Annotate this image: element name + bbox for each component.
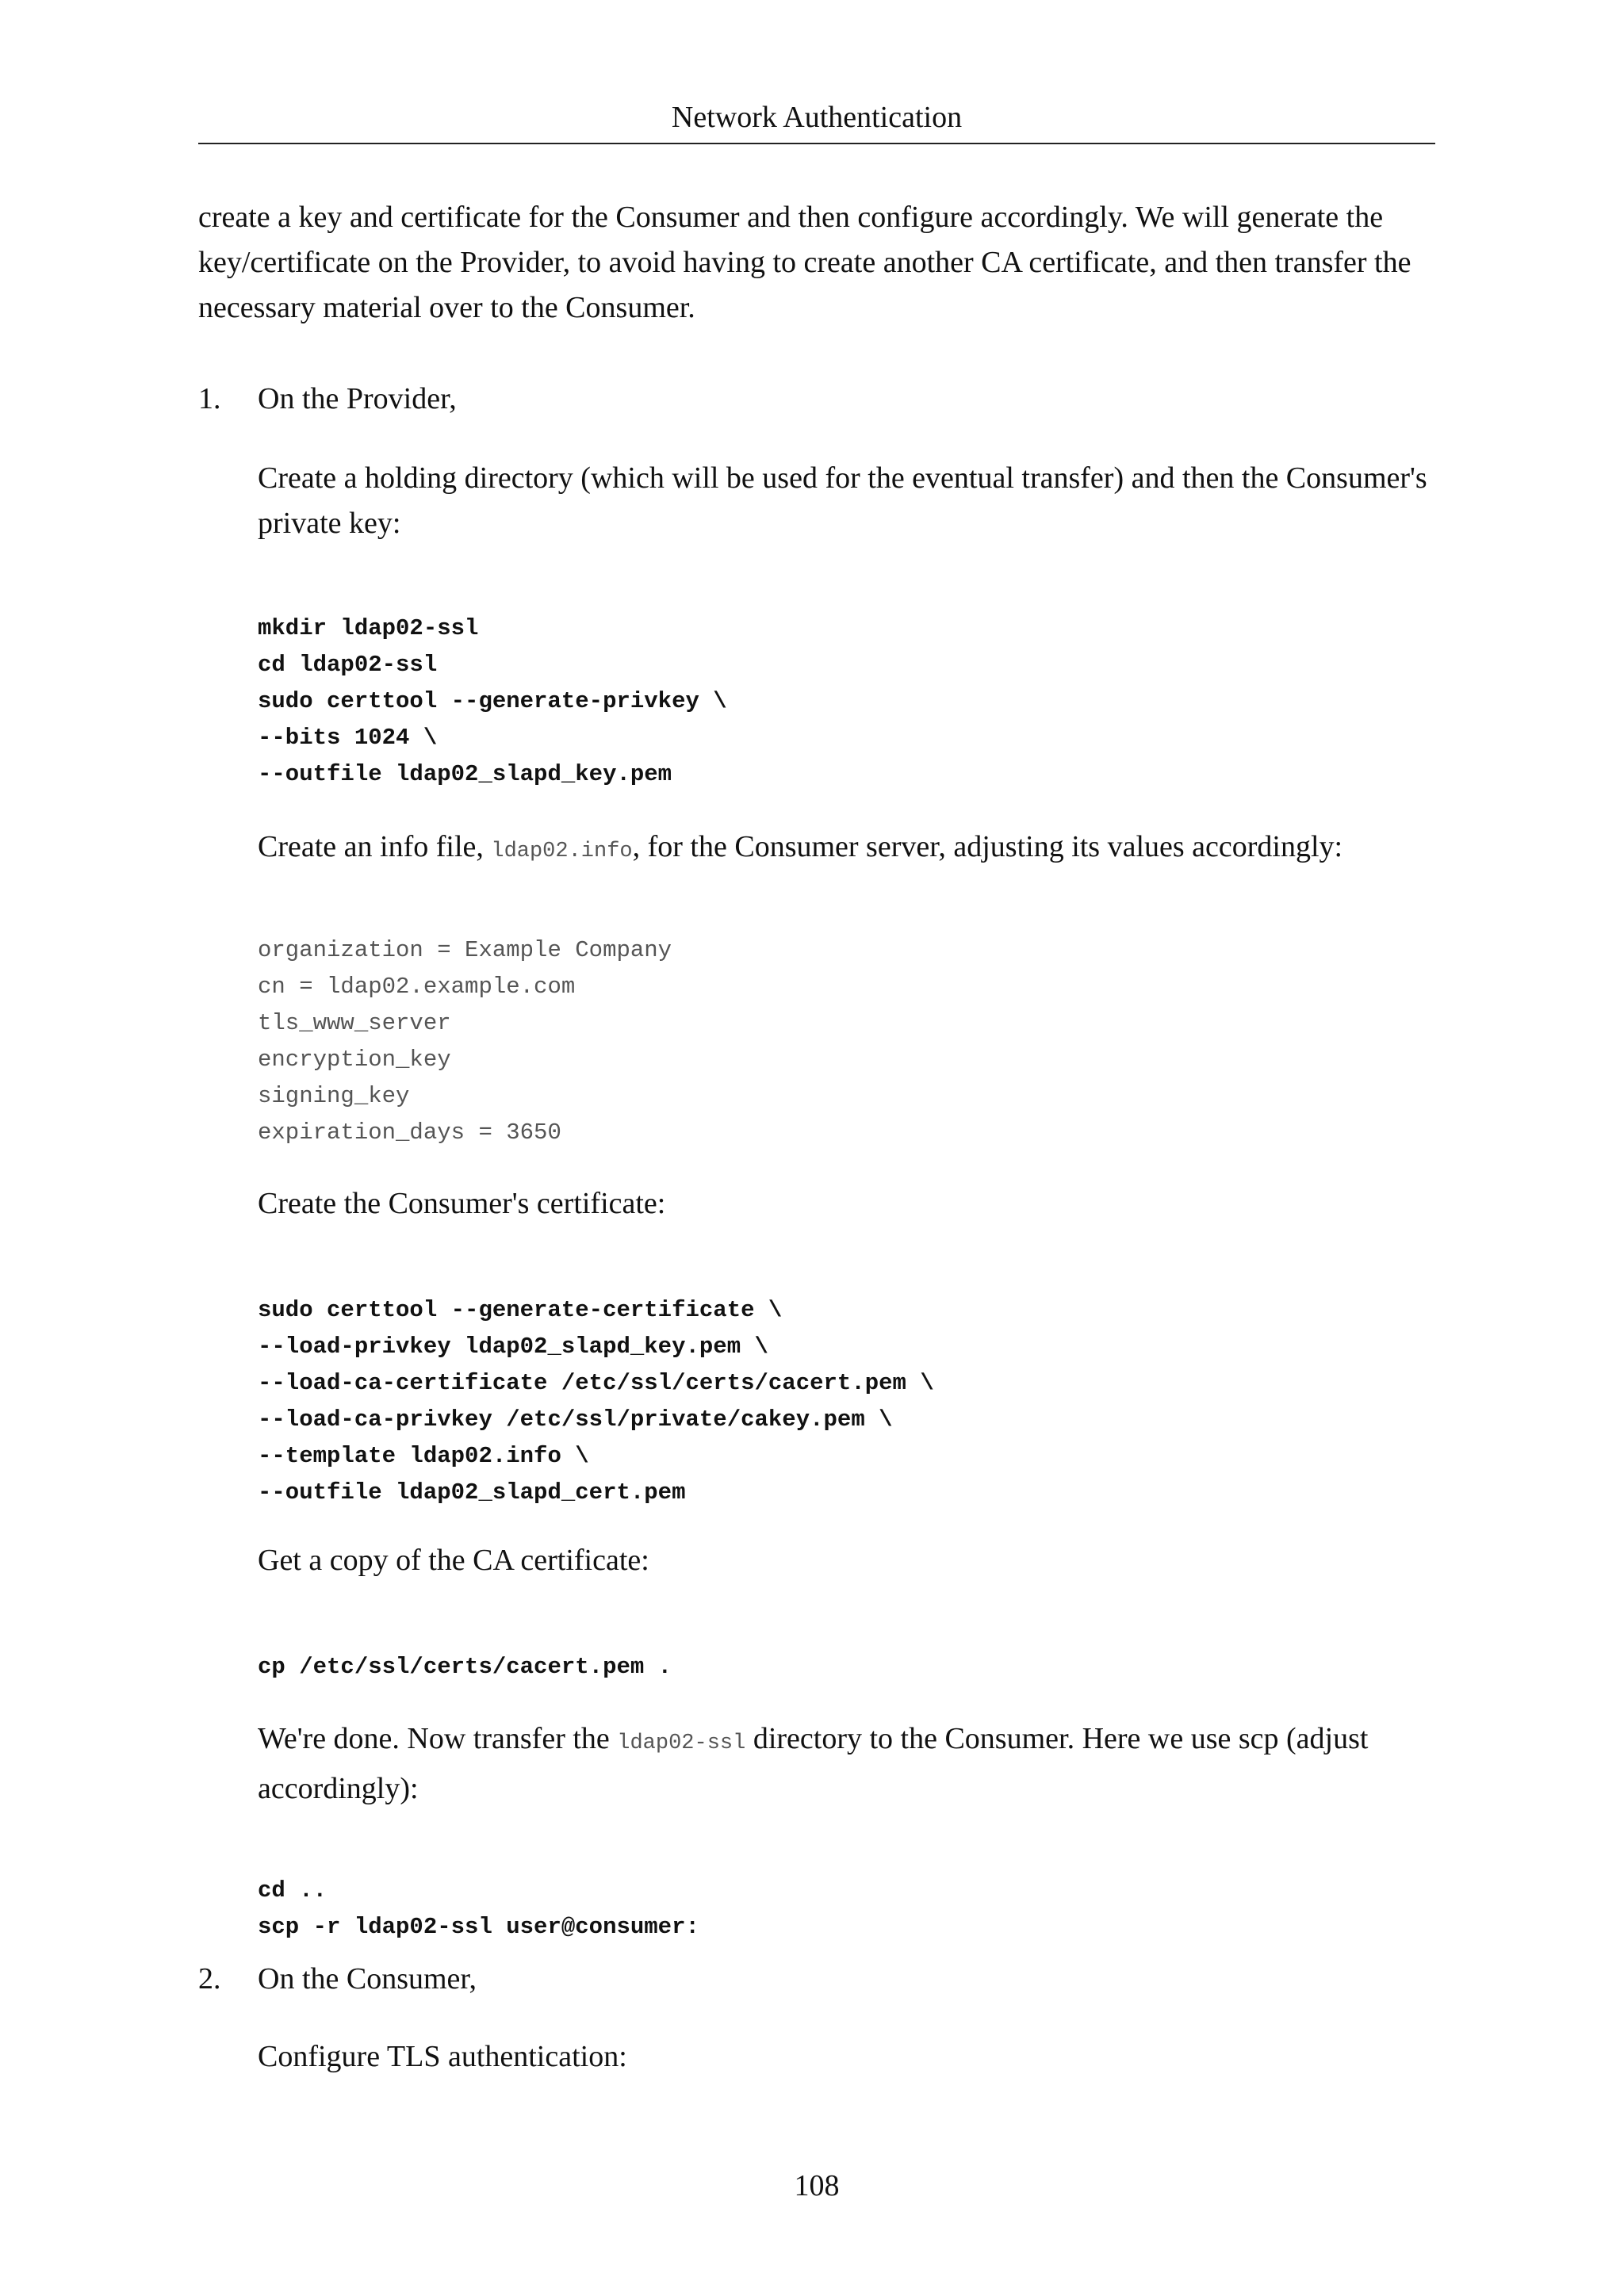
transfer-paragraph bbox=[258, 1716, 1439, 1812]
info-file-text-before: Create an info file, bbox=[258, 830, 492, 863]
step-2-number: 2. bbox=[198, 1962, 221, 1996]
info-filename-code: ldap02.info bbox=[491, 840, 633, 863]
code-line: --load-privkey ldap02_slapd_key.pem \ bbox=[258, 1334, 768, 1360]
code-line: --outfile ldap02_slapd_key.pem bbox=[258, 761, 672, 787]
info-file-code-block bbox=[258, 932, 672, 1151]
code-line: organization = Example Company bbox=[258, 937, 672, 963]
info-file-text-after: , for the Consumer server, adjusting its values accordingly: bbox=[632, 830, 1343, 863]
step-2-label: On the Consumer, bbox=[258, 1962, 477, 1996]
tls-paragraph: Configure TLS authentication: bbox=[258, 2040, 627, 2073]
code-line: mkdir ldap02-ssl bbox=[258, 615, 479, 641]
code-line: expiration_days = 3650 bbox=[258, 1119, 561, 1146]
running-header: Network Authentication bbox=[671, 101, 963, 134]
transfer-code-block bbox=[258, 1873, 699, 1946]
intro-paragraph: create a key and certificate for the Consumer and then configure accordingly. We will generate the key/certificate on the Provider, to avoid having to create another CA certificate, and then transfer the necessary material over to the Consumer. bbox=[198, 201, 1411, 324]
code-line: cd .. bbox=[258, 1877, 327, 1904]
code-line: encryption_key bbox=[258, 1047, 451, 1073]
privkey-code-block bbox=[258, 610, 727, 793]
transfer-dirname-code: ldap02-ssl bbox=[617, 1732, 746, 1755]
code-line: scp -r ldap02-ssl user@consumer: bbox=[258, 1914, 699, 1940]
step-1-label: On the Provider, bbox=[258, 382, 457, 415]
code-line: sudo certtool --generate-privkey \ bbox=[258, 688, 727, 714]
code-line: --template ldap02.info \ bbox=[258, 1443, 589, 1469]
header-rule bbox=[198, 143, 1435, 144]
code-line: cd ldap02-ssl bbox=[258, 652, 438, 678]
page-number: 108 bbox=[794, 2169, 840, 2202]
code-line: --bits 1024 \ bbox=[258, 725, 438, 751]
step-1-number: 1. bbox=[198, 382, 221, 415]
ca-copy-paragraph: Get a copy of the CA certificate: bbox=[258, 1544, 649, 1577]
code-line: --load-ca-certificate /etc/ssl/certs/cacert.pem \ bbox=[258, 1370, 934, 1396]
code-line: tls_www_server bbox=[258, 1010, 451, 1036]
transfer-text-after: directory to the Consumer. Here we use scp (adjust accordingly): bbox=[258, 1722, 1369, 1805]
code-line: --load-ca-privkey /etc/ssl/private/cakey.pem \ bbox=[258, 1406, 893, 1433]
code-line: cn = ldap02.example.com bbox=[258, 974, 576, 1000]
code-line: cp /etc/ssl/certs/cacert.pem . bbox=[258, 1654, 672, 1680]
ca-copy-code-block bbox=[258, 1649, 672, 1686]
transfer-text-before: We're done. Now transfer the bbox=[258, 1722, 618, 1755]
holding-dir-paragraph: Create a holding directory (which will be used for the eventual transfer) and then the Consumer's private key: bbox=[258, 461, 1427, 540]
info-file-paragraph bbox=[258, 825, 1439, 874]
code-line: --outfile ldap02_slapd_cert.pem bbox=[258, 1479, 686, 1506]
cert-code-block bbox=[258, 1292, 934, 1511]
code-line: signing_key bbox=[258, 1083, 410, 1109]
cert-paragraph: Create the Consumer's certificate: bbox=[258, 1187, 666, 1220]
code-line: sudo certtool --generate-certificate \ bbox=[258, 1297, 783, 1323]
